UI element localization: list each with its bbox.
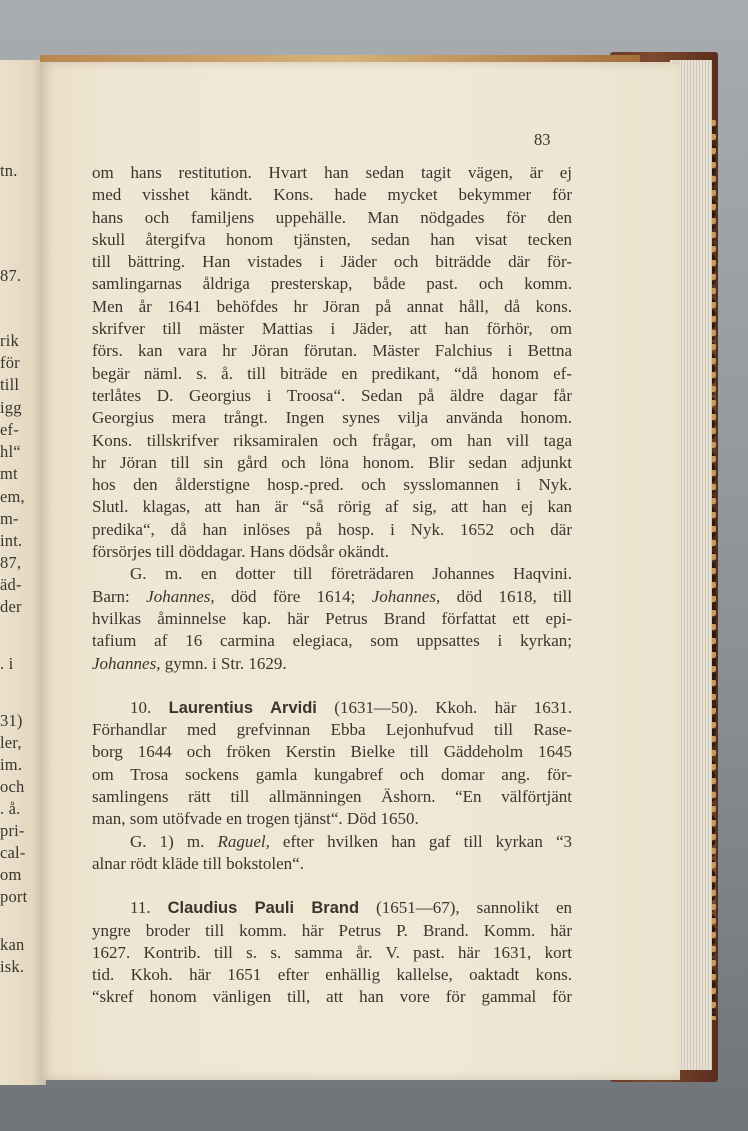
text-line: Georgius mera trångt. Ingen synes vilja använda honom.	[92, 408, 572, 428]
text-line: man, som utöfvade en trogen tjänst“. Död 1650.	[92, 809, 419, 829]
entry-number: 11.	[130, 898, 168, 918]
text-span: Barn:	[92, 586, 147, 606]
left-fragment: kan	[0, 935, 25, 954]
entry-heading-line	[92, 897, 572, 919]
text-span: (1651—67), sannolikt en	[359, 898, 572, 918]
left-fragment: igg	[0, 398, 22, 417]
left-fragment: om	[0, 865, 22, 884]
left-fragment: m-	[0, 509, 19, 528]
left-fragment: isk.	[0, 957, 25, 976]
text-line: predika“, då han inlöses på hosp. i Nyk. 1652 och där	[92, 519, 572, 539]
italic-name: Johannes,	[146, 586, 215, 606]
text-span: efter hvilken han gaf till kyrkan “3	[269, 831, 572, 851]
italic-name: Raguel,	[217, 831, 270, 851]
left-fragment: cal-	[0, 843, 26, 862]
text-line: terlåtes D. Georgius i Troosa“. Sedan på äldre dagar får	[92, 385, 572, 405]
text-line: förs. kan vara hr Jöran förutan. Mäster Falchius i Bettna	[92, 341, 572, 361]
left-fragment: em,	[0, 487, 25, 506]
text-span: död före 1614;	[214, 586, 372, 606]
text-span: (1631—50). Kkoh. här 1631.	[316, 697, 572, 717]
text-line: alnar rödt kläde till bokstolen“.	[92, 853, 304, 873]
text-span: G. 1) m.	[130, 831, 218, 851]
left-fragment: tn.	[0, 161, 18, 180]
left-fragment: int.	[0, 531, 23, 550]
text-line: hans och familjens uppehälle. Man nödgades för den	[92, 207, 572, 227]
text-line	[92, 653, 572, 675]
left-fragment: pri-	[0, 821, 25, 840]
text-line: hos den ålderstigne hosp.-pred. och sysslomannen i Nyk.	[92, 475, 572, 495]
text-line: om hans restitution. Hvart han sedan tagit vägen, är ej	[92, 163, 572, 182]
text-line: samlingens rätt till allmänningen Äshorn. “En välförtjänt	[92, 787, 572, 807]
entry-number: 10.	[130, 697, 169, 717]
italic-name: Johannes,	[92, 653, 161, 673]
left-fragment: port	[0, 887, 28, 906]
text-line: “skref honom vänligen till, att han vore för gammal för	[92, 987, 572, 1007]
left-fragment: 31)	[0, 711, 23, 730]
entry-name: Claudius Pauli Brand	[167, 899, 360, 918]
text-line: Kons. tillskrifver riksamiralen och frågar, om han vill taga	[92, 430, 572, 450]
left-fragment: till	[0, 375, 20, 394]
text-line: Men år 1641 behöfdes hr Jöran på annat håll, då kons.	[92, 296, 572, 316]
text-line: samlingarnas åldriga presterskap, både past. och komm.	[92, 274, 572, 294]
left-fragment: im.	[0, 755, 23, 774]
text-line	[92, 586, 572, 608]
left-fragment: . i	[0, 654, 14, 673]
text-line: skrifver till mäster Mattias i Jäder, att han förhör, om	[92, 319, 572, 339]
entry-heading-line	[92, 697, 572, 719]
text-line: tafium af 16 carmina elegiaca, som uppsattes i kyrkan;	[92, 631, 572, 651]
text-line: Förhandlar med grefvinnan Ebba Lejonhufvud till Rase-	[92, 720, 572, 740]
left-fragment: och	[0, 777, 25, 796]
text-line: hvilkas åminnelse kap. här Petrus Brand författat ett epi-	[92, 608, 572, 628]
left-fragment: för	[0, 353, 20, 372]
left-fragment: äd-	[0, 575, 22, 594]
left-fragment: mt	[0, 464, 18, 483]
text-line: om Trosa sockens gamla kungabref och domar ang. för-	[92, 764, 572, 784]
text-line: skull återgifva honom tjänsten, sedan han visat tecken	[92, 229, 572, 249]
left-fragment: 87.	[0, 266, 22, 285]
left-fragment: ef-	[0, 420, 19, 439]
entry-name: Laurentius Arvidi	[168, 698, 317, 717]
text-line: borg 1644 och fröken Kerstin Bielke till Gäddeholm 1645	[92, 742, 572, 762]
left-fragment: rik	[0, 331, 19, 350]
left-fragment: 87,	[0, 553, 22, 572]
text-span: gymn. i Str. 1629.	[160, 653, 287, 673]
page-number: 83	[534, 130, 551, 149]
text-line: tid. Kkoh. här 1651 efter enhällig kallelse, oaktadt kons.	[92, 965, 572, 985]
text-line: hr Jöran till sin gård och löna honom. Blir sedan adjunkt	[92, 452, 572, 472]
text-line: G. m. en dotter till företrädaren Johannes Haqvini.	[130, 564, 572, 584]
text-line: med visshet kändt. Kons. hade mycket bekymmer för	[92, 185, 572, 205]
text-line: till bättring. Han vistades i Jäder och biträdde där för-	[92, 252, 572, 272]
left-fragment: hl“	[0, 442, 21, 461]
text-line	[92, 831, 572, 853]
text-line: försörjes till döddagar. Hans dödsår okändt.	[92, 542, 389, 562]
text-line: yngre broder till komm. här Petrus P. Brand. Komm. här	[92, 920, 572, 940]
text-line: begär näml. s. å. till biträde en predikant, “då honom ef-	[92, 363, 572, 383]
text-span: död 1618, till	[440, 586, 572, 606]
text-line: 1627. Kontrib. till s. s. samma år. V. past. här 1631, kort	[92, 942, 572, 962]
left-fragment: . å.	[0, 799, 21, 818]
page-body-text	[92, 162, 572, 1009]
left-fragment: ler,	[0, 733, 22, 752]
italic-name: Johannes,	[371, 586, 441, 606]
left-fragment: der	[0, 597, 22, 616]
text-line: Slutl. klagas, att han är “så rörig af sig, att han ej kan	[92, 497, 572, 517]
